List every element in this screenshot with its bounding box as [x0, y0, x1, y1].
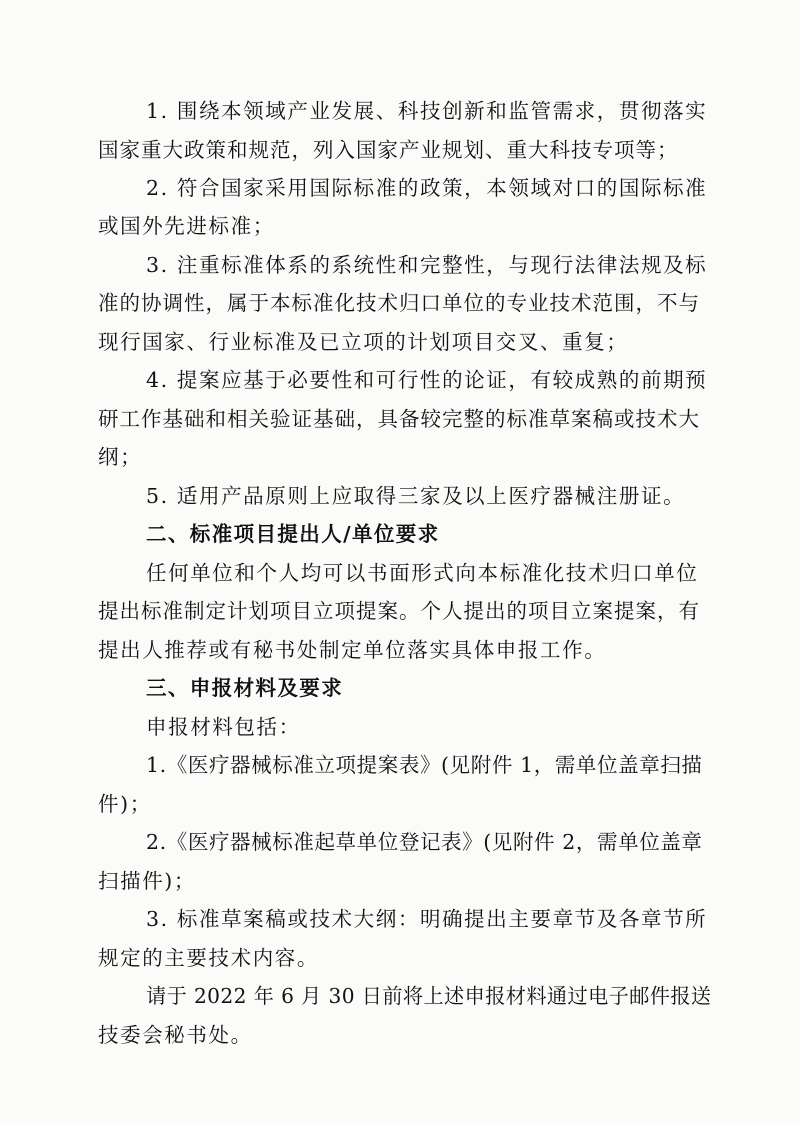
- materials-intro: 申报材料包括：: [146, 715, 301, 739]
- deadline-line-1: 请于 2022 年 6 月 30 日前将上述申报材料通过电子邮件报送: [146, 984, 712, 1008]
- criterion-3-line-2: 准的协调性，属于本标准化技术归口单位的专业技术范围，不与: [98, 291, 700, 315]
- material-3-line-1: 3. 标准草案稿或技术大纲：明确提出主要章节及各章节所: [146, 907, 708, 931]
- material-2-line-1: 2.《医疗器械标准起草单位登记表》(见附件 2，需单位盖章: [146, 830, 703, 854]
- criterion-1-line-2: 国家重大政策和规范，列入国家产业规划、重大科技专项等；: [98, 138, 679, 162]
- section-3-heading: 三、申报材料及要求: [146, 676, 344, 700]
- criterion-3-line-3: 现行国家、行业标准及已立项的计划项目交叉、重复；: [98, 330, 629, 354]
- material-3-line-2: 规定的主要技术内容。: [98, 946, 319, 970]
- criterion-1-line-1: 1. 围绕本领域产业发展、科技创新和监管需求，贯彻落实: [146, 99, 708, 123]
- deadline-line-2: 技委会秘书处。: [98, 1023, 253, 1047]
- section-2-heading: 二、标准项目提出人/单位要求: [146, 522, 440, 546]
- criterion-4-line-1: 4. 提案应基于必要性和可行性的论证，有较成熟的前期预: [146, 368, 708, 392]
- section-2-para-line-2: 提出标准制定计划项目立项提案。个人提出的项目立案提案，有: [98, 599, 700, 623]
- criterion-4-line-3: 纲；: [98, 445, 143, 469]
- section-2-para-line-3: 提出人推荐或有秘书处制定单位落实具体申报工作。: [98, 638, 607, 662]
- material-1-line-2: 件)；: [98, 792, 152, 816]
- criterion-2-line-1: 2. 符合国家采用国际标准的政策，本领域对口的国际标准: [146, 176, 708, 200]
- material-2-line-2: 扫描件)；: [98, 869, 196, 893]
- criterion-2-line-2: 或国外先进标准；: [98, 214, 275, 238]
- section-2-para-line-1: 任何单位和个人均可以书面形式向本标准化技术归口单位: [146, 561, 699, 585]
- material-1-line-1: 1.《医疗器械标准立项提案表》(见附件 1，需单位盖章扫描: [146, 753, 703, 777]
- criterion-4-line-2: 研工作基础和相关验证基础，具备较完整的标准草案稿或技术大: [98, 407, 700, 431]
- criterion-5-line-1: 5. 适用产品原则上应取得三家及以上医疗器械注册证。: [146, 484, 686, 508]
- criterion-3-line-1: 3. 注重标准体系的系统性和完整性，与现行法律法规及标: [146, 253, 708, 277]
